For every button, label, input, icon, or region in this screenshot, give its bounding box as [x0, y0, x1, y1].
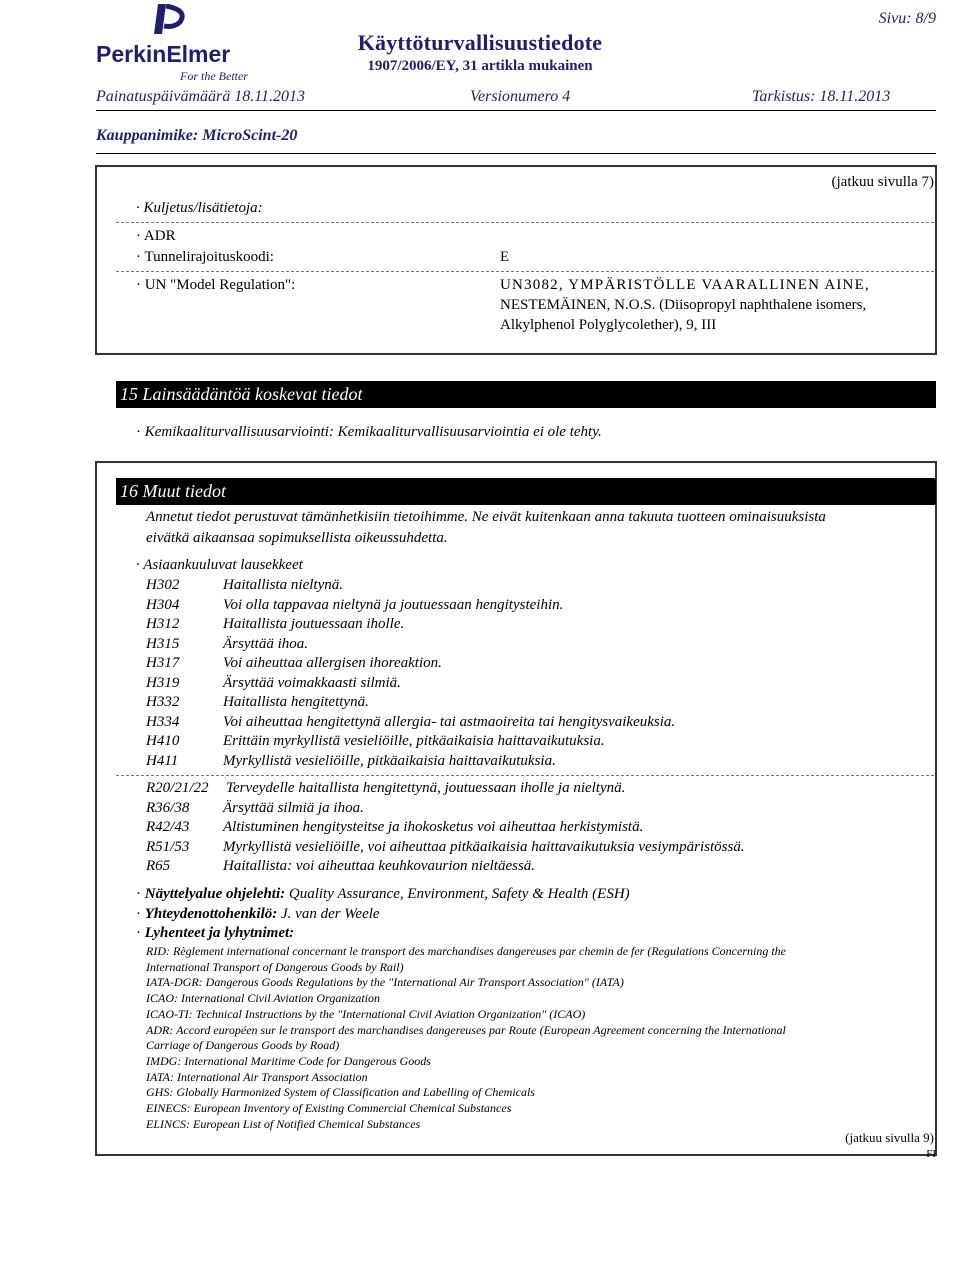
intro-line1: Annetut tiedot perustuvat tämänhetkisiin tietoihimme. Ne eivät kuitenkaan anna takuuta tuotteen ominaisuuksista [146, 509, 826, 525]
trade-name-bar [96, 110, 936, 154]
dashed-divider [116, 271, 934, 272]
intro-line2: eivätkä aikaansaa sopimuksellista oikeussuhdetta. [146, 530, 448, 546]
section16-heading: 16 Muut tiedot [120, 481, 226, 501]
continued-to: (jatkuu sivulla 9) [845, 1130, 934, 1145]
r-phrase-code: R36/38 [146, 799, 190, 816]
h-phrase-text: Haitallista joutuessaan iholle. [223, 616, 405, 632]
transport-info-label: · Kuljetus/lisätietoja: [136, 200, 263, 216]
assessment-label: Kemikaaliturvallisuusarviointi: [144, 424, 334, 440]
assessment-value: Kemikaaliturvallisuusarviointia ei ole tehty. [337, 424, 602, 440]
logo-text: PerkinElmer [96, 41, 231, 67]
un-model-value-line3: Alkylphenol Polyglycolether), 9, III [500, 317, 717, 333]
abbreviations-label: · Lyhenteet ja lyhytnimet: [136, 925, 295, 941]
document-subtitle: 1907/2006/EY, 31 artikla mukainen [367, 58, 593, 74]
un-model-label: · UN "Model Regulation": [136, 277, 296, 293]
logo-tagline: For the Better [180, 69, 248, 83]
abbreviation-line: GHS: Globally Harmonized System of Classification and Labelling of Chemicals [146, 1085, 535, 1100]
department-label: Näyttelyalue ohjelehti: [144, 886, 286, 902]
h-phrase-text: Erittäin myrkyllistä vesieliöille, pitkäaikaisia haittavaikutuksia. [223, 733, 605, 749]
h-phrase-code: H334 [146, 713, 180, 730]
h-phrase-code: H304 [146, 596, 180, 613]
h-phrase-code: H332 [146, 694, 180, 710]
section15-heading-bar [116, 381, 936, 408]
tunnel-code-value: E [500, 249, 510, 265]
section16-heading-bar [116, 478, 936, 505]
abbreviation-line: International Transport of Dangerous Goods by Rail) [146, 959, 404, 974]
h-phrase-code: H319 [146, 674, 180, 691]
revision-date: Tarkistus: 18.11.2013 [752, 88, 891, 105]
page-number: Sivu: 8/9 [878, 10, 936, 27]
abbreviation-line: IMDG: International Maritime Code for Dangerous Goods [146, 1053, 431, 1068]
h-phrase-code: H302 [146, 577, 180, 593]
r-phrase-text: Ärsyttää silmiä ja ihoa. [223, 799, 364, 816]
abbreviation-line: IATA: International Air Transport Association [146, 1069, 368, 1084]
department-row: · Näyttelyalue ohjelehti: Quality Assurance, Environment, Safety & Health (ESH) [136, 886, 630, 902]
department-value: Quality Assurance, Environment, Safety & Health (ESH) [288, 886, 630, 902]
r-phrase-text: Terveydelle haitallista hengitettynä, joutuessaan iholle ja nieltynä. [226, 780, 626, 796]
adr-label: · ADR [136, 228, 176, 244]
contact-value: J. van der Weele [281, 906, 380, 922]
r-phrase-code: R51/53 [146, 838, 190, 855]
r-phrase-code: R42/43 [146, 819, 190, 835]
r-phrase-code: R20/21/22 [146, 780, 209, 796]
chemical-safety-assessment: · Kemikaaliturvallisuusarviointi: Kemikaaliturvallisuusarviointia ei ole tehty. [136, 424, 602, 440]
h-phrase-text: Myrkyllistä vesieliöille, pitkäaikaisia haittavaikutuksia. [223, 752, 556, 769]
r-phrase-text: Myrkyllistä vesieliöille, voi aiheuttaa pitkäaikaisia haittavaikutuksia vesiympäristössä. [223, 838, 745, 855]
r-phrase-text: Haitallista: voi aiheuttaa keuhkovaurion nieltäessä. [223, 858, 536, 874]
h-phrase-text: Voi aiheuttaa hengitettynä allergia- tai astmaoireita tai hengitysvaikeuksia. [223, 713, 676, 730]
h-phrase-text: Haitallista hengitettynä. [223, 694, 369, 710]
h-phrase-text: Haitallista nieltynä. [223, 577, 343, 593]
document-title: Käyttöturvallisuustiedote [357, 30, 603, 55]
h-phrase-text: Ärsyttää voimakkaasti silmiä. [223, 674, 401, 691]
section15-heading: 15 Lainsäädäntöä koskevat tiedot [120, 384, 363, 404]
contact-label: Yhteydenottohenkilö: [144, 906, 278, 922]
r-phrase-code: R65 [146, 858, 171, 874]
h-phrase-code: H317 [146, 655, 180, 671]
abbreviation-line: EINECS: European Inventory of Existing Commercial Chemical Substances [146, 1101, 512, 1115]
print-date: Painatuspäivämäärä 18.11.2013 [96, 88, 306, 105]
h-phrase-text: Ärsyttää ihoa. [223, 635, 308, 652]
contact-row: · Yhteydenottohenkilö: J. van der Weele [136, 906, 380, 922]
abbreviation-line: ICAO: International Civil Aviation Organization [146, 991, 380, 1006]
r-phrase-text: Altistuminen hengitysteitse ja ihokosketus voi aiheuttaa herkistymistä. [223, 819, 644, 835]
abbreviation-line: RID: Règlement international concernant le transport des marchandises dangereuses par chemin de fer (Regulations Concerning the [146, 944, 786, 958]
abbreviation-line: Carriage of Dangerous Goods by Road) [146, 1038, 340, 1053]
h-phrase-code: H315 [146, 635, 180, 652]
continued-from: (jatkuu sivulla 7) [831, 174, 934, 190]
relevant-phrases-label: · Asiaankuuluvat lausekkeet [136, 557, 303, 573]
tunnel-code-label: · Tunnelirajoituskoodi: [136, 249, 274, 265]
h-phrase-code: H411 [146, 752, 179, 769]
h-phrase-code: H410 [146, 733, 180, 749]
dashed-divider [116, 775, 934, 776]
un-model-value-line1: UN3082, YMPÄRISTÖLLE VAARALLINEN AINE, [500, 277, 870, 293]
abbreviation-line: ELINCS: European List of Notified Chemical Substances [146, 1116, 421, 1131]
abbreviation-line: ADR: Accord européen sur le transport des marchandises dangereuses par Route (European Agreement concerning the International [146, 1022, 786, 1037]
dashed-divider [116, 222, 934, 223]
h-phrase-text: Voi olla tappavaa nieltynä ja joutuessaan hengitysteihin. [223, 596, 564, 613]
trade-name: Kauppanimike: MicroScint-20 [96, 127, 298, 144]
version-number: Versionumero 4 [470, 88, 571, 105]
h-phrase-code: H312 [146, 616, 180, 632]
un-model-value-line2: NESTEMÄINEN, N.O.S. (Diisopropyl naphthalene isomers, [500, 297, 867, 313]
h-phrase-text: Voi aiheuttaa allergisen ihoreaktion. [223, 655, 442, 671]
abbreviation-line: ICAO-TI: Technical Instructions by the "International Civil Aviation Organization" (ICAO) [146, 1006, 586, 1021]
abbreviation-line: IATA-DGR: Dangerous Goods Regulations by the "International Air Transport Association" (IATA) [146, 975, 624, 990]
language-code: FI [926, 1148, 936, 1160]
